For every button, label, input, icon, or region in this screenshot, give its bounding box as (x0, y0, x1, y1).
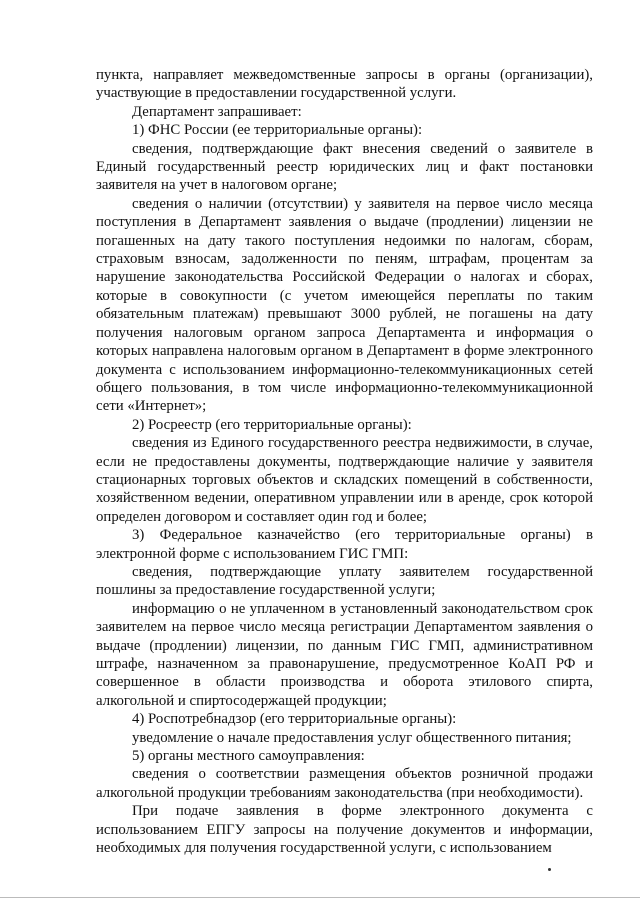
paragraph-2: Департамент запрашивает: (132, 103, 302, 120)
paragraph-14: сведения о соответствии размещения объектов розничной продажи алкогольной продукции требованиям законодательства (при необходимости). (96, 766, 593, 801)
paragraph-15: При подаче заявления в форме электронного документа с использованием ЕПГУ запросы на получение документов и информации, необходимых для получения государственной услуги, с использованием (96, 803, 593, 857)
paragraph-9: сведения, подтверждающие уплату заявителем государственной пошлины за предоставление государственной услуги; (96, 563, 593, 599)
paragraph-8: 3) Федеральное казначейство (его территориальные органы) в электронной форме с использованием ГИС ГМП: (96, 527, 593, 562)
scan-bottom-edge (0, 897, 640, 898)
paragraph-10: информацию о не уплаченном в установленный законодательством срок заявителем на первое число месяца регистрации Департаментом заявления о выдаче (продлении) лицензии, по данным ГИС ГМП, административном штрафе, назначенном за правонарушение, предусмотренное КоАП РФ и совершенное в области производства и оборота этилового спирта, алкогольной и спиртосодержащей продукции; (96, 600, 593, 709)
paragraph-5: сведения о наличии (отсутствии) у заявителя на первое число месяца поступления в Департамент заявления о выдаче (продлении) лицензии не погашенных на дату такого поступления недоимки по налогам, сборам, страховым взносам, задолженности по пеням, штрафам, процентам за нарушение законодательства Российской Федерации о налогах и сборах, которые в совокупности (с учетом имеющейся переплаты по таким обязательным платежам) превышают 3000 рублей, не погашены на дату получения налоговым органом запроса Департамента и информация о которых направлена налоговым органом в Департамент в форме электронного документа с использованием информационно-телекоммуникационных сетей общего пользования, в том числе информационно-телекоммуникационной сети «Интернет»; (96, 195, 593, 415)
paragraph-1: пункта, направляет межведомственные запросы в органы (организации), участвующие в предоставлении государственной услуги. (96, 67, 593, 102)
paragraph-12: уведомление о начале предоставления услуг общественного питания; (132, 729, 572, 746)
scan-speck (548, 868, 551, 871)
paragraph-4: сведения, подтверждающие факт внесения сведений о заявителе в Единый государственный реестр юридических лиц и факт постановки заявителя на учет в налоговом органе; (96, 140, 593, 194)
paragraph-13: 5) органы местного самоуправления: (132, 748, 365, 765)
paragraph-6: 2) Росреестр (его территориальные органы): (132, 416, 412, 433)
paragraph-7: сведения из Единого государственного реестра недвижимости, в случае, если не предоставлены документы, подтверждающие наличие у заявителя стационарных торговых объектов и складских помещений в собственности, хозяйственном ведении, оперативном управлении или в аренде, срок которой определен договором и составляет один год и более; (96, 435, 593, 525)
paragraph-3: 1) ФНС России (ее территориальные органы): (132, 122, 423, 139)
document-body (96, 66, 593, 857)
paragraph-11: 4) Роспотребнадзор (его территориальные органы): (132, 711, 457, 728)
